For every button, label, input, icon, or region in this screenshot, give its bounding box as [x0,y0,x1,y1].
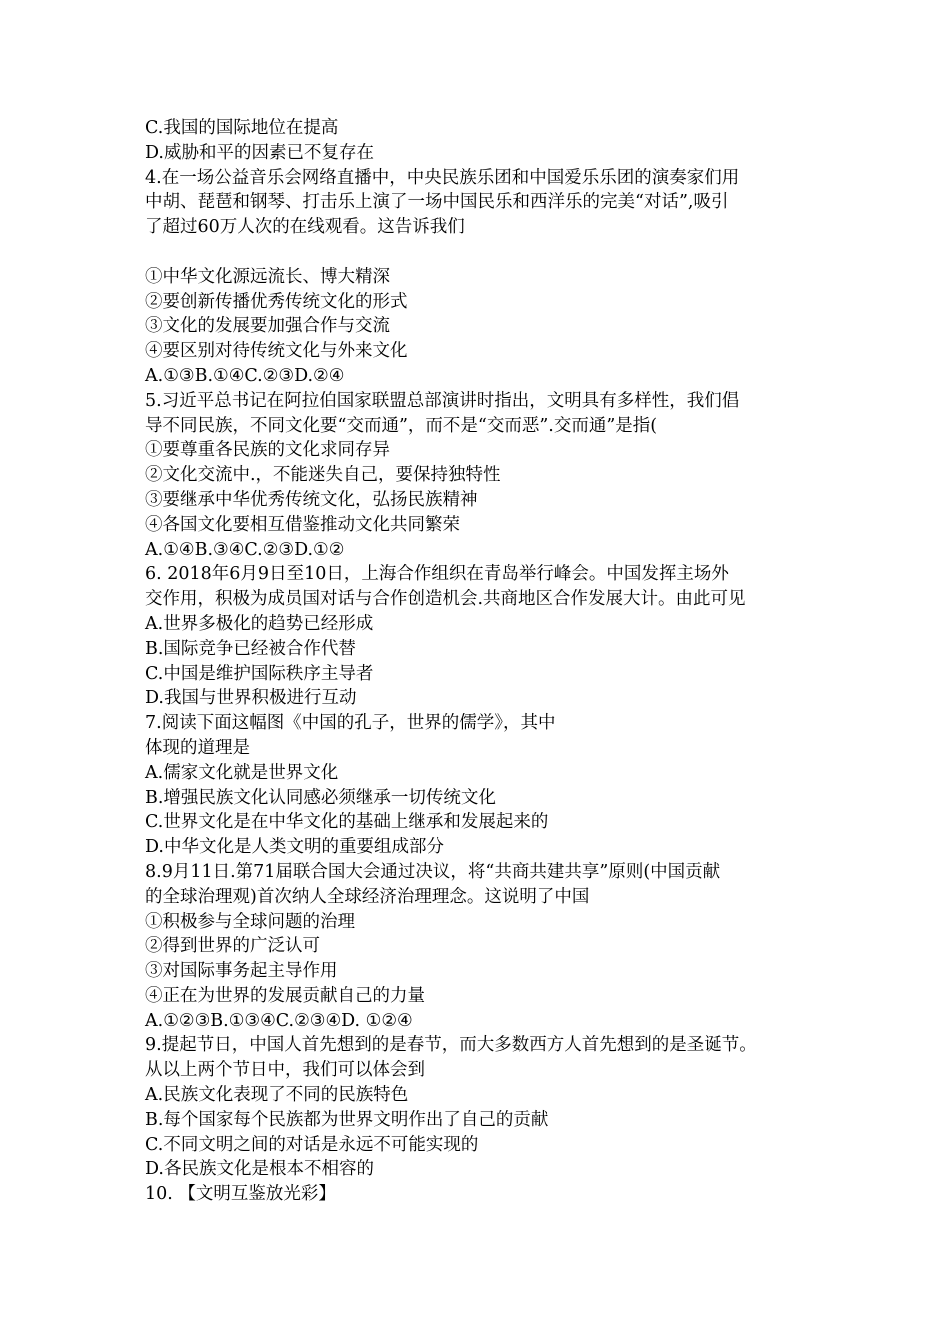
question-5-stem: 5.习近平总书记在阿拉伯国家联盟总部演讲时指出，文明具有多样性，我们倡 [145,390,740,411]
text-line: 从以上两个节日中，我们可以体会到 [145,1060,425,1081]
question-6-stem: 6. 2018年6月9日至10日，上海合作组织在青岛举行峰会。中国发挥主场外 [145,564,729,585]
text-line: C.中国是维护国际秩序主导者 [145,663,374,684]
blank-line [145,240,825,265]
text-line: A.世界多极化的趋势已经形成 [145,613,374,634]
text-line: C.不同文明之间的对话是永远不可能实现的 [145,1134,479,1155]
answer-choices: A.①③B.①④C.②③D.②④ [145,365,345,386]
text-line: 体现的道理是 [145,737,250,758]
text-line: 导不同民族，不同文化要“交而通”，而不是“交而恶”.交而通”是指( [145,415,658,436]
answer-choices: A.①④B.③④C.②③D.①② [145,539,345,560]
text-line: B.国际竞争已经被合作代替 [145,638,356,659]
question-7-stem: 7.阅读下面这幅图《中国的孔子，世界的儒学》，其中 [145,713,556,734]
text-line: ④要区别对待传统文化与外来文化 [145,341,408,362]
text-line: ①积极参与全球问题的治理 [145,911,355,932]
question-10-heading: 10. 【文明互鉴放光彩】 [145,1184,336,1205]
text-line: D.中华文化是人类文明的重要组成部分 [145,837,444,858]
text-line: ③对国际事务起主导作用 [145,961,338,982]
text-line: 了超过60万人次的在线观看。这告诉我们 [145,217,465,238]
text-line: D.威胁和平的因素已不复存在 [145,142,374,163]
question-9-stem: 9.提起节日，中国人首先想到的是春节，而大多数西方人首先想到的是圣诞节。 [145,1035,757,1056]
text-line: 交作用，积极为成员国对话与合作创造机会.共商地区合作发展大计。由此可见 [145,589,746,610]
text-line: ①要尊重各民族的文化求同存异 [145,440,390,461]
text-line: A.儒家文化就是世界文化 [145,762,339,783]
text-line: 中胡、琵琶和钢琴、打击乐上演了一场中国民乐和西洋乐的完美“对话”,吸引 [145,192,729,213]
text-line: ②文化交流中.，不能迷失自己，要保持独特性 [145,465,501,486]
text-line: ④各国文化要相互借鉴推动文化共同繁荣 [145,514,460,535]
text-line: C.我国的国际地位在提高 [145,118,339,138]
text-line: ②要创新传播优秀传统文化的形式 [145,291,408,312]
text-line: ③要继承中华优秀传统文化，弘扬民族精神 [145,489,478,510]
question-8-stem: 8.9月11日.第71届联合国大会通过决议，将“共商共建共享”原则(中国贡献 [145,861,721,882]
text-line: D.各民族文化是根本不相容的 [145,1159,374,1180]
text-line: A.民族文化表现了不同的民族特色 [145,1085,409,1106]
question-4-stem: 4.在一场公益音乐会网络直播中，中央民族乐团和中国爱乐乐团的演奏家们用 [145,167,740,188]
text-line: ①中华文化源远流长、博大精深 [145,266,390,287]
text-line: D.我国与世界积极进行互动 [145,688,357,709]
text-line: 的全球治理观)首次纳人全球经济治理理念。这说明了中国 [145,886,590,907]
text-line: B.每个国家每个民族都为世界文明作出了自己的贡献 [145,1109,549,1130]
document-body [145,116,825,1207]
text-line: C.世界文化是在中华文化的基础上继承和发展起来的 [145,812,549,833]
text-line: ②得到世界的广泛认可 [145,936,320,957]
text-line: ③文化的发展要加强合作与交流 [145,316,390,337]
text-line: B.增强民族文化认同感必须继承一切传统文化 [145,787,496,808]
answer-choices: A.①②③B.①③④C.②③④D. ①②④ [145,1010,413,1031]
text-line: ④正在为世界的发展贡献自己的力量 [145,985,425,1006]
